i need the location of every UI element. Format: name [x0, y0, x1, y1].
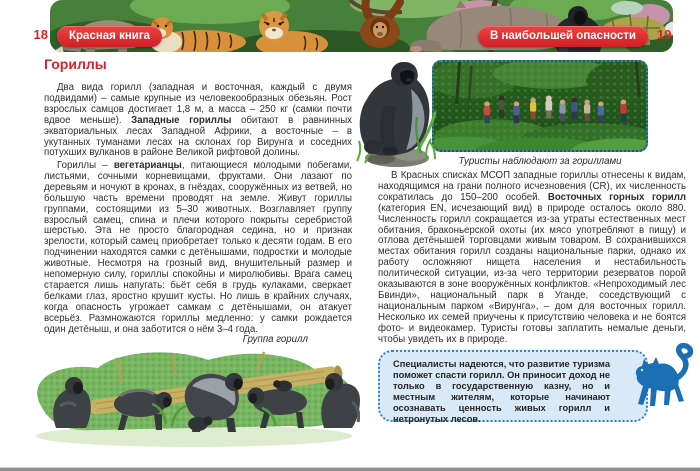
gorilla-sitting-right — [321, 373, 360, 428]
info-box-text: Специалисты надеются, что развитие туризма поможет спасти горилл. Он приносит доход не только в государственную казну, но и местным жителям, которые начинают осознавать ценность живых горилл и нетронутых лесов. — [393, 359, 610, 424]
illustration-caption: Группа горилл — [242, 334, 308, 345]
section-badge: В наибольшей опасности — [478, 26, 648, 47]
body-paragraph-1: Два вида горилл (западная и восточная, каждый с двумя подвидами) – самые крупные из человекообразных обезьян. Рост взрослых самцов достигает 1,8 м, а масса – 250 кг (самки почти вдвое меньше). Западные гориллы обитают в равнинных экваториальных лесах Западной Африки, а восточные – в укутанных туманами лесах на склонах гор Вирунга и соседних потухших вулканов в районе Великой рифтовой долины. — [44, 82, 352, 159]
body-paragraph-3: В Красных списках МСОП западные гориллы отнесены к видам, находящимся на грани полного исчезновения (CR), их численность сократилась до 150–200 особей. Восточных горных горилл (категория EN, исчезающий вид) в природе осталось около 880. Численность горилл сокращается из-за утраты естественных мест обитания, браконьерской охоты (их мясо употребляют в пищу) и отлова детёнышей торговцами живым товаром. В сохранившихся местах обитания горилл созданы национальные парки, однако их работу осложняют нищета населения и нестабильность политической ситуации, из-за чего территории резерватов порой оказываются в зоне вооружённых конфликтов. «Непроходимый лес Бвинди», национальный парк в Уганде, соседствующий с национальным парком «Вирунга», – дом для восточных горилл. Несколько их семей приучены к присутствию человека и не боятся фото- и видеокамер. Туристы готовы заплатить немалые деньги, чтобы увидеть их в природе. — [378, 170, 687, 345]
page-number-left: 18 — [33, 27, 48, 42]
series-badge: Красная книга — [57, 26, 162, 47]
silverback-gorilla-photo — [351, 55, 439, 168]
tourists-photo — [432, 60, 648, 152]
photo-caption: Туристы наблюдают за гориллами — [458, 156, 622, 167]
body-paragraph-2: Гориллы – вегетарианцы, питающиеся молодыми побегами, листьями, сочными корневищами, фруктами. Они лазают по деревьям и ночуют в кронах, в гнёздах, сооружённых из ветвей, но большую часть времени проводят на земле. Живут гориллы группами, состоящими из 5–30 животных. Возглавляет группу взрослый самец, спина и плечи которого покрыты серебристой шерстью. Эта не просто благородная седина, но и признак зрелости, который самец приобретает только к десяти годам. В его подчинении находятся самки с детёнышами, подростки и молодые животные. Несмотря на грозный вид, внушительный размер и непомерную силу, гориллы спокойны и миролюбивы. Врага самец старается лишь напугать: бьёт себя в грудь кулаками, сверкает белками глаз, яростно крушит кусты. Но лишь в крайних случаях, когда опасность угрожает самкам с детёнышами, он атакует всерьёз. Размножаются гориллы медленно: у самки рождается один детёныш, и она заботится о нём 3–4 года. — [44, 160, 353, 335]
info-box — [378, 350, 648, 422]
page-number-right: 19 — [657, 27, 672, 42]
cat-logo-icon — [631, 342, 699, 418]
gorilla-group-illustration — [26, 346, 360, 450]
article-title: Гориллы — [44, 56, 107, 72]
